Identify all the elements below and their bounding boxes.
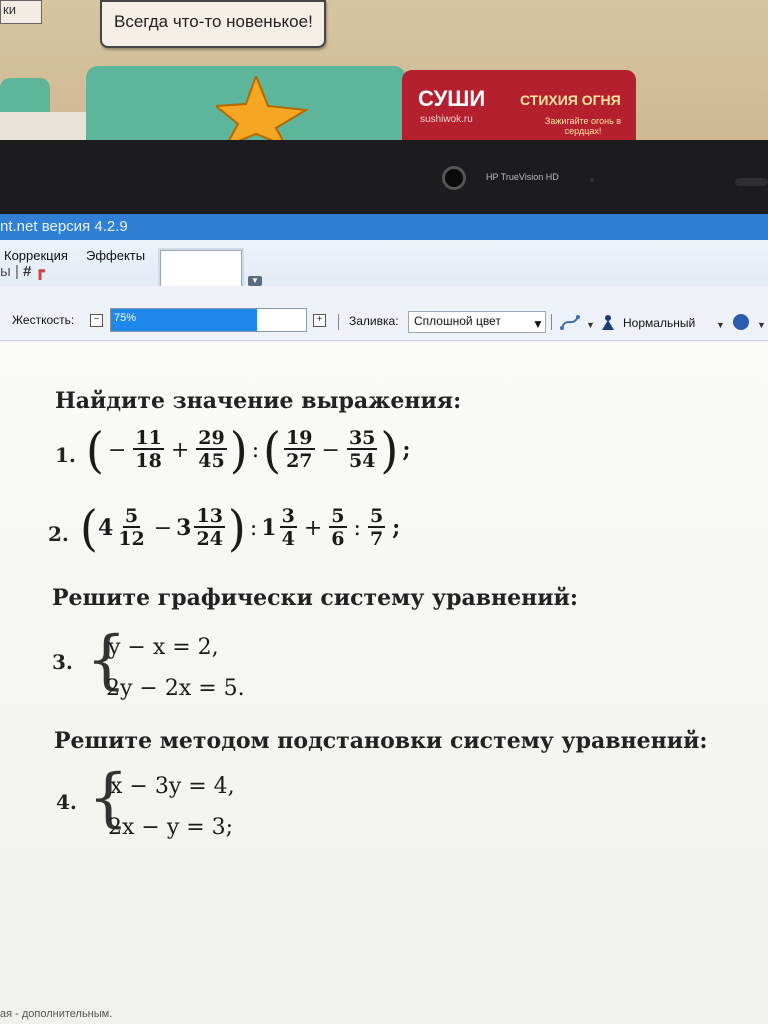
webcam-led bbox=[590, 178, 594, 182]
frac-numerator: 5 bbox=[331, 505, 345, 527]
sushi-slogan: СТИХИЯ ОГНЯ bbox=[520, 92, 621, 108]
problem-4-equation-2: 2x − y = 3; bbox=[108, 815, 234, 840]
problem-2-end: ; bbox=[392, 515, 401, 541]
problem-1-number: 1. bbox=[55, 443, 76, 467]
screen bbox=[0, 214, 768, 1024]
window-title: nt.net версия 4.2.9 bbox=[0, 218, 128, 235]
webcam-icon bbox=[442, 166, 466, 190]
hardness-label: Жесткость: bbox=[12, 313, 75, 327]
frac-numerator: 29 bbox=[198, 427, 225, 449]
hardness-increase-button[interactable]: + bbox=[313, 314, 326, 327]
toolbar-separator bbox=[338, 314, 339, 330]
menu-bar bbox=[0, 240, 768, 286]
sushi-subslogan: Зажигайте огонь в сердцах! bbox=[544, 116, 622, 136]
menu-effects[interactable]: Эффекты bbox=[86, 248, 146, 263]
chevron-down-icon: ▼ bbox=[532, 317, 544, 331]
selection-mode-icon[interactable] bbox=[733, 314, 749, 330]
system-brace-icon: { bbox=[86, 623, 127, 697]
problem-4-number: 4. bbox=[56, 790, 77, 814]
fill-dropdown[interactable] bbox=[408, 311, 546, 333]
menu-correction[interactable]: Коррекция bbox=[4, 248, 68, 263]
blend-mode-value[interactable]: Нормальный bbox=[623, 316, 696, 330]
shelf bbox=[0, 112, 96, 142]
hardness-value: 75% bbox=[114, 312, 137, 324]
hardness-slider[interactable] bbox=[110, 308, 307, 332]
problem-3-equation-2: 2y − 2x = 5. bbox=[106, 676, 245, 701]
blend-mode-icon bbox=[600, 314, 616, 330]
heading-substitution-system: Решите методом подстановки систему уравнений: bbox=[54, 728, 708, 754]
whole-part: 1 bbox=[261, 515, 277, 541]
sushi-site: sushiwok.ru bbox=[420, 114, 473, 125]
sticker-left bbox=[0, 0, 42, 24]
heading-graphical-system: Решите графически систему уравнений: bbox=[52, 585, 578, 611]
frac-numerator: 19 bbox=[286, 427, 313, 449]
selection-mode-dropdown-icon[interactable]: ▼ bbox=[757, 320, 766, 330]
frac-denominator: 27 bbox=[286, 450, 313, 472]
system-brace-icon: { bbox=[88, 761, 129, 835]
frac-numerator: 11 bbox=[135, 427, 162, 449]
problem-1-end: ; bbox=[402, 437, 411, 463]
title-bar[interactable] bbox=[0, 214, 768, 240]
sushi-title: СУШИ bbox=[418, 86, 486, 111]
status-text: ая - дополнительным. bbox=[0, 1008, 113, 1020]
frac-numerator: 5 bbox=[369, 505, 384, 527]
frac-numerator: 3 bbox=[281, 505, 295, 527]
toolbar-separator bbox=[551, 314, 552, 330]
grid-tools bbox=[0, 262, 45, 280]
ruler-icon[interactable]: ┏ bbox=[35, 263, 45, 280]
problem-2-expression: ( 4 $\frac{5}{12}$ − 3 $\frac{13}{24}$ ) : 1 $\frac{3}{4}$ + $\frac{5}{6}$ : $\frac{5}{7}$ ; bbox=[80, 499, 401, 557]
frac-numerator: 13 bbox=[196, 505, 223, 527]
frac-numerator: 35 bbox=[348, 427, 376, 449]
frac-numerator: 5 bbox=[124, 505, 139, 527]
sticker-top-text: Всегда что-то новенькое! bbox=[114, 12, 313, 31]
whole-part: 4 bbox=[97, 515, 114, 541]
frac-denominator: 12 bbox=[118, 528, 145, 550]
frac-denominator: 45 bbox=[198, 450, 225, 472]
problem-1-expression: ( − $\frac{11}{18}$ + $\frac{29}{45}$ ) : ( $\frac{19}{27}$ − $\frac{35}{54}$ ) ; bbox=[86, 421, 411, 479]
whole-part: 3 bbox=[176, 515, 192, 541]
problem-4-equation-1: x − 3y = 4, bbox=[110, 774, 235, 799]
fill-value: Сплошной цвет bbox=[414, 314, 501, 328]
problem-3-equation-1: y − x = 2, bbox=[108, 635, 219, 660]
laptop-bezel bbox=[0, 140, 768, 222]
hardness-decrease-button[interactable]: − bbox=[90, 314, 103, 327]
tool-separator-icon: ы | bbox=[0, 263, 24, 280]
problem-3-number: 3. bbox=[52, 650, 73, 674]
antialias-dropdown-icon[interactable]: ▼ bbox=[586, 320, 595, 330]
antialias-icon[interactable] bbox=[560, 314, 580, 330]
grid-icon[interactable]: # bbox=[23, 263, 32, 280]
frac-denominator: 18 bbox=[135, 450, 162, 472]
thumbnail-dropdown-icon[interactable]: ▼ bbox=[248, 276, 262, 286]
frac-denominator: 6 bbox=[331, 528, 345, 550]
frac-denominator: 4 bbox=[281, 528, 295, 550]
blend-mode-dropdown-icon[interactable]: ▼ bbox=[716, 320, 725, 330]
frac-denominator: 7 bbox=[369, 528, 384, 550]
heading-find-value: Найдите значение выражения: bbox=[55, 388, 462, 414]
frac-denominator: 24 bbox=[196, 528, 223, 550]
frac-denominator: 54 bbox=[348, 450, 376, 472]
webcam-label: HP TrueVision HD bbox=[486, 172, 559, 182]
sushi-card bbox=[402, 70, 636, 150]
starfish-icon bbox=[216, 76, 336, 146]
sticker-left-text: ки bbox=[3, 2, 16, 17]
fill-label: Заливка: bbox=[349, 314, 399, 328]
bezel-slot bbox=[735, 178, 768, 186]
problem-2-number: 2. bbox=[48, 522, 69, 546]
sticker-top bbox=[100, 0, 326, 48]
